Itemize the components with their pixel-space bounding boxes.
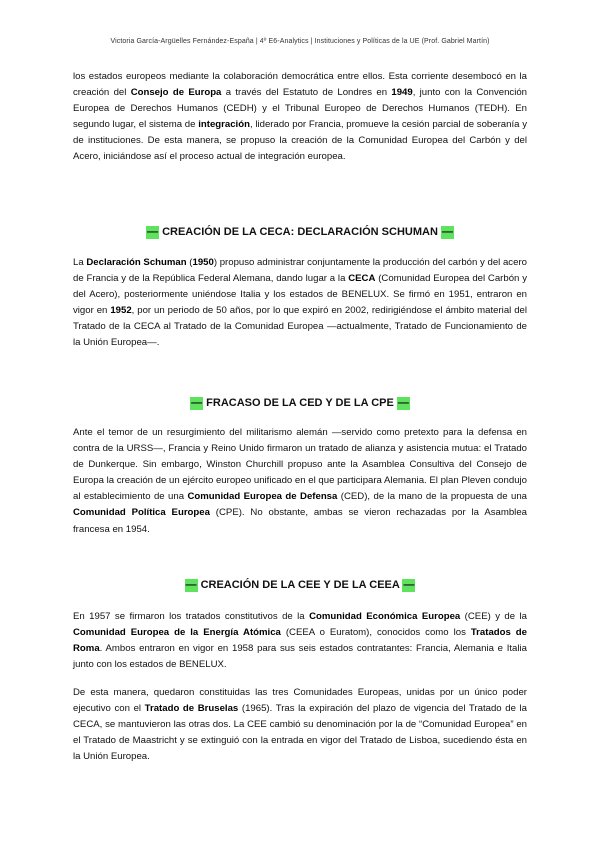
heading-dash-left: — [185, 579, 197, 591]
cee-ceea-paragraph-1: En 1957 se firmaron los tratados constitutivos de la Comunidad Económica Europea (CEE) y de la Comunidad Europea de la Energía Atómica (CEEA o Euratom), conocidos como los Tratados de Roma. Ambos entraron en vigor en 1958 para sus seis estados contratantes: Francia, Alemania e Italia junto con los estados de BENELUX. [73, 611, 527, 671]
section-heading-ceca: — CREACIÓN DE LA CECA: DECLARACIÓN SCHUMAN — [147, 226, 453, 238]
section-heading-cee-ceea: — CREACIÓN DE LA CEE Y DE LA CEEA — [185, 579, 415, 591]
page-header: Victoria García-Argüelles Fernández-España | 4º E6-Analytics | Instituciones y Políticas de la UE (Prof. Gabriel Martín) [110, 38, 490, 45]
ced-cpe-paragraph: Ante el temor de un resurgimiento del militarismo alemán —servido como pretexto para la defensa en contra de la URSS—, Francia y Reino Unido firmaron un tratado de alianza y asistencia mutua: el Tratado de Dunkerque. Sin embargo, Winston Churchill propuso ante la Asamblea Consultiva del Consejo de Europa la creación de un ejército europeo unificado en el que participara Alemania. El plan Pleven condujo al establecimiento de una Comunidad Europea de Defensa (CED), de la mano de la propuesta de una Comunidad Política Europea (CPE). No obstante, ambas se vieron rechazadas por la Asamblea francesa en 1954. [73, 427, 527, 535]
heading-dash-right: — [441, 226, 453, 238]
ceca-paragraph: La Declaración Schuman (1950) propuso administrar conjuntamente la producción del carbón y del acero de Francia y de la República Federal Alemana, dando lugar a la CECA (Comunidad Europea del Carbón y del Acero), posteriormente uniéndose Italia y los estados de BENELUX. Se firmó en 1951, entraron en vigor en 1952, por un periodo de 50 años, por lo que expiró en 2002, redirigiéndose el ámbito material del Tratado de la CECA al Tratado de la Comunidad Europea —actualmente, Tratado de Funcionamiento de la Unión Europea—. [73, 257, 528, 349]
heading-dash-left: — [147, 226, 159, 238]
section-heading-ced-cpe: — FRACASO DE LA CED Y DE LA CPE — [191, 397, 409, 409]
heading-dash-right: — [403, 579, 415, 591]
cee-ceea-paragraph-2: De esta manera, quedaron constituidas las tres Comunidades Europeas, unidas por un único poder ejecutivo con el Tratado de Bruselas (1965). Tras la expiración del plazo de vigencia del Tratado de la CECA, se mantuvieron las otras dos. La CEE cambió su denominación por la de “Comunidad Europea” en el Tratado de Maastricht y se extinguió con la entrada en vigor del Tratado de Lisboa, sucediendo ésta en la Unión Europea. [73, 687, 527, 763]
heading-dash-left: — [191, 397, 203, 409]
intro-paragraph: los estados europeos mediante la colaboración democrática entre ellos. Esta corriente desembocó en la creación del Consejo de Europa a través del Estatuto de Londres en 1949, junto con la Convención Europea de Derechos Humanos (CEDH) y el Tribunal Europeo de Derechos Humanos (TEDH). En segundo lugar, el sistema de integración, liderado por Francia, promueve la cesión parcial de soberanía y de instituciones. De esta manera, se propuso la creación de la Comunidad Europea del Carbón y del Acero, iniciándose así el proceso actual de integración europea. [73, 71, 528, 163]
heading-dash-right: — [397, 397, 409, 409]
